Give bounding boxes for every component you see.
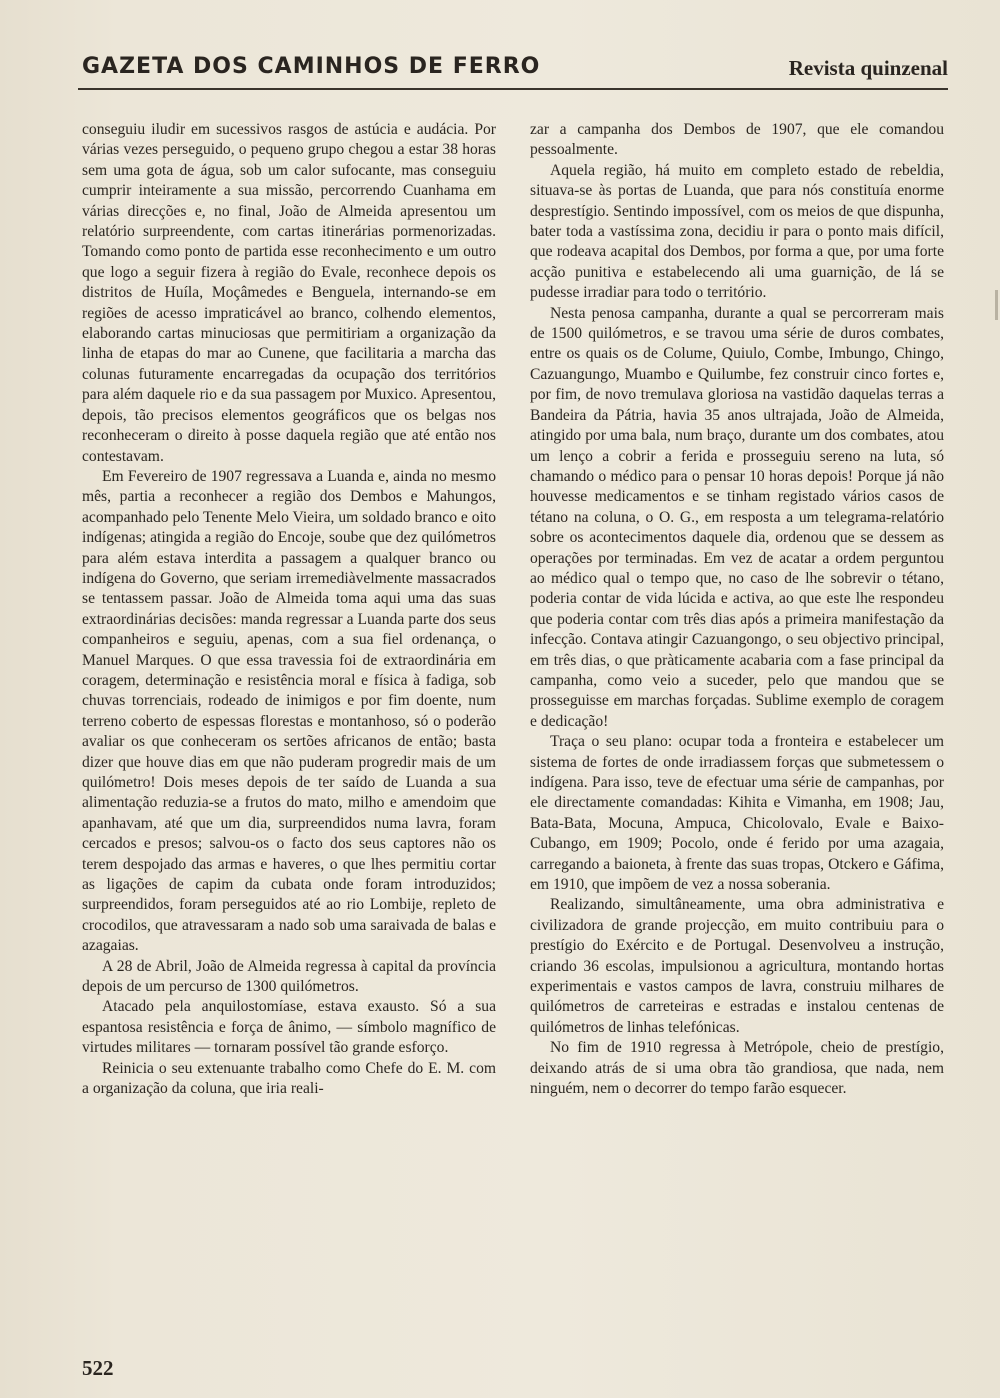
paragraph: Reinicia o seu extenuante trabalho como Chefe do E. M. com a organização da coluna, que iria reali- [82, 1059, 496, 1098]
publication-subtitle: Revista quinzenal [788, 56, 948, 80]
paragraph: Nesta penosa campanha, durante a qual se percorreram mais de 1500 quilómetros, e se travou uma série de duros combates, entre os quais os de Colume, Quiulo, Combe, Imbungo, Chingo, Cazuangungo, Muambo e Quilumbe, fez construir cinco fortes e, por fim, de novo tremulava gloriosa na vastidão daquelas terras a Bandeira da Pátria, havia 35 anos ultrajada, João de Almeida, atingido por uma bala, num braço, durante um dos combates, atou um lenço a cobrir a ferida e prosseguiu sereno na luta, só chamando o médico para o pensar 10 horas depois! Porque já não houvesse medicamentos e se tinham registado vários casos de tétano na coluna, o O. G., em resposta a um telegrama-relatório sobre os acontecimentos daquele dia, ordenou que se dessem as operações por terminadas. Em vez de acatar a ordem perguntou ao médico qual o tempo que, no caso de lhe sobrevir o tétano, poderia contar de vida lúcida e activa, ao que este lhe respondeu que poderia contar com três dias após a primeira manifestação da infecção. Contava atingir Cazuangongo, o seu objectivo principal, em três dias, o que pràticamente acabaria com a fase principal da campanha, como veio a suceder, pelo que mandou que se prosseguisse em marchas forçadas. Sublime exemplo de coragem e dedicação! [530, 304, 944, 730]
binding-mark [995, 290, 998, 320]
paragraph: Traça o seu plano: ocupar toda a fronteira e estabelecer um sistema de fortes de onde irradiassem forças que submetessem o indígena. Para isso, teve de efectuar uma série de campanhas, por ele directamente comandadas: Kihita e Vimanha, em 1908; Jau, Bata-Bata, Mocuna, Ampuca, Chicolovalo, Evale e Baixo-Cubango, em 1909; Pocolo, onde é ferido por uma azagaia, carregando a baioneta, à frente das suas tropas, Otckero e Gáfima, em 1910, que impõem de vez a nossa soberania. [530, 733, 944, 894]
paragraph: zar a campanha dos Dembos de 1907, que ele comandou pessoalmente. [530, 121, 944, 159]
paragraph: Aquela região, há muito em completo estado de rebeldia, situava-se às portas de Luanda, que para nós constituía enorme desprestígio. Sentindo impossível, com os meios de que dispunha, bater toda a vastíssima zona, decidiu ir para o ponto mais difícil, que rodeava acapital dos Dembos, por forma a que, por uma forte acção punitiva e estabelecendo ali uma guarnição, de lá se pudesse irradiar para todo o território. [530, 161, 944, 302]
paragraph: Realizando, simultâneamente, uma obra administrativa e civilizadora de grande projecção, em muito contribuiu para o prestígio do Exército e de Portugal. Desenvolveu a instrução, criando 36 escolas, impulsionou a agricultura, montando hortas experimentais e vastos campos de lavra, construiu milhares de quilómetros de carreteiras e estradas e instalou centenas de quilómetros de linhas telefónicas. [530, 896, 944, 1036]
right-column [530, 120, 944, 1100]
paragraph: No fim de 1910 regressa à Metrópole, cheio de prestígio, deixando atrás de si uma obra tão grandiosa, que nada, nem ninguém, nem o decorrer do tempo farão esquecer. [530, 1039, 944, 1098]
publication-title: GAZETA DOS CAMINHOS DE FERRO [82, 54, 541, 79]
paragraph: Em Fevereiro de 1907 regressava a Luanda e, ainda no mesmo mês, partia a reconhecer a região dos Dembos e Mahungos, acompanhado pelo Tenente Melo Vieira, um soldado branco e oito indígenas; atingida a região do Encoje, soube que dez quilómetros para além estava interdita a passagem a qualquer branco ou indígena do Governo, que seriam irremediàvelmente massacrados se tentassem passar. João de Almeida toma aqui uma das suas extraordinárias decisões: manda regressar a Luanda parte dos seus companheiros e seguiu, apenas, com a sua fiel ordenança, o Manuel Marques. O que essa travessia foi de extraordinária em coragem, determinação e resistência moral e física à fadiga, sob chuvas torrenciais, rodeado de inimigos e por fim doente, num terreno coberto de espessas florestas e montanhoso, só o poderão avaliar os que conheceram os sertões africanos de então; basta dizer que houve dias em que não puderam progredir mais de um quilómetro! Dois meses depois de ter saído de Luanda a sua alimentação reduzia-se a frutos do mato, milho e amendoim que apanhavam, até que um dia, surpreendidos numa lavra, foram cercados e presos; salvou-os o facto dos seus captores não os terem despojado das armas e haveres, o que lhes permitiu cortar as ligações de capim da cubata onde foram introduzidos; surpreendidos, foram perseguidos até ao rio Lombije, repleto de crocodilos, que atravessaram a nado sob uma saraivada de balas e azagaias. [82, 467, 496, 955]
page-header [78, 52, 948, 92]
paragraph: Atacado pela anquilostomíase, estava exausto. Só a sua espantosa resistência e força de ânimo, — símbolo magnífico de virtudes militares — tornaram possível tão grande esforço. [82, 998, 496, 1057]
page-number: 522 [82, 1356, 114, 1380]
header-rule [78, 88, 948, 90]
left-column [82, 120, 496, 1100]
paragraph: A 28 de Abril, João de Almeida regressa à capital da província depois de um percurso de 1300 quilómetros. [82, 957, 496, 996]
paragraph: conseguiu iludir em sucessivos rasgos de astúcia e audácia. Por várias vezes perseguido, o pequeno grupo chegou a estar 38 horas sem uma gota de água, sob um calor sufocante, mas conseguiu cumprir inteiramente a sua missão, percorrendo Cuanhama em várias direcções e, no final, João de Almeida apresentou um relatório surpreendente, com cartas itinerárias pormenorizadas. Tomando como ponto de partida esse reconhecimento e um outro que logo a seguir fizera à região do Evale, reconhece depois os distritos de Huíla, Moçâmedes e Benguela, internando-se em regiões de acesso impraticável ao branco, colhendo elementos, elaborando cartas minuciosas que permitiriam a organização da linha de etapas do mar ao Cunene, que facilitaria a marcha das colunas futuramente encarregadas da ocupação dos territórios para além daquele rio e da sua passagem por Muxico. Apresentou, depois, tão precisos elementos geográficos que os belgas nos reconheceram o direito à posse daquela região que até então nos contestavam. [82, 121, 496, 465]
